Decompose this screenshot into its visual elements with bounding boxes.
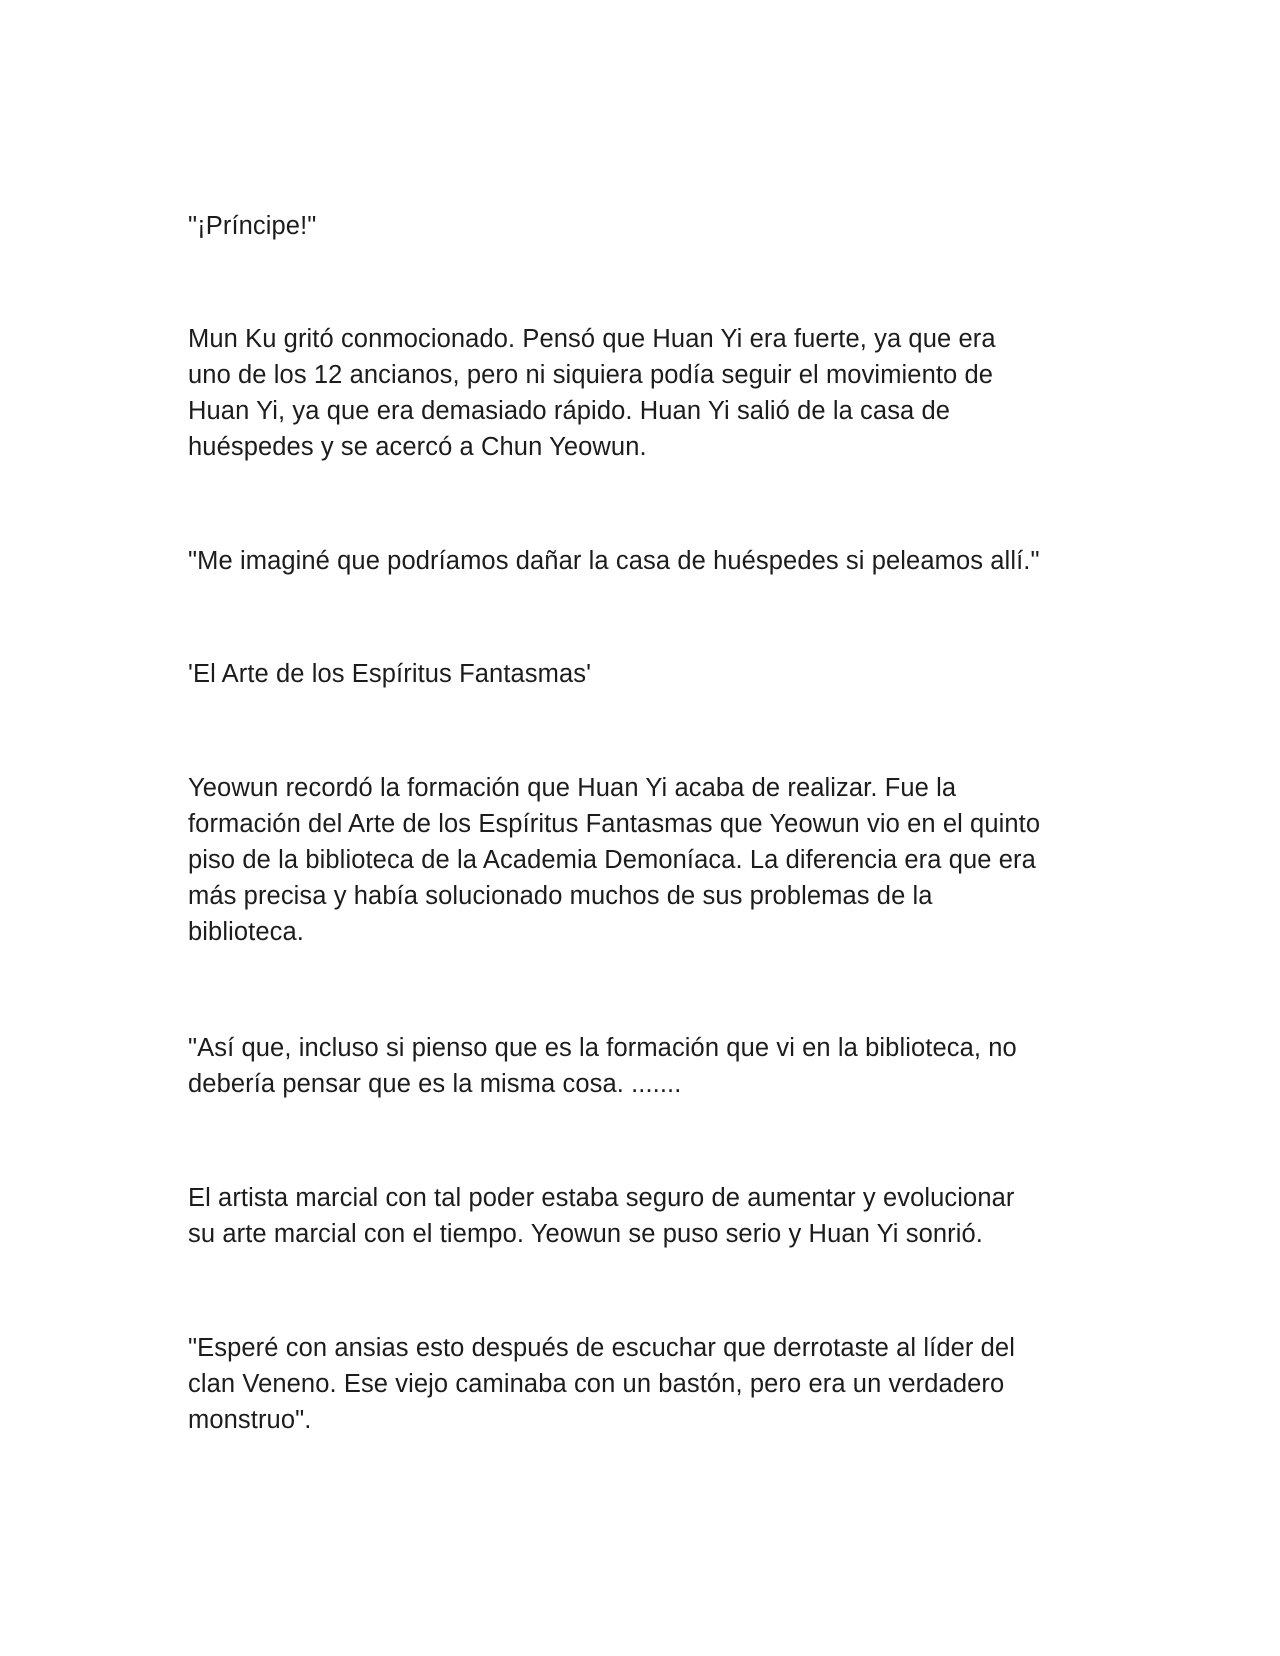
text-line: formación del Arte de los Espíritus Fantasmas que Yeowun vio en el quinto <box>188 810 1041 838</box>
text-line: más precisa y había solucionado muchos de sus problemas de la <box>188 882 933 910</box>
paragraph-dialogue-principe <box>188 208 1108 244</box>
text-line: biblioteca. <box>188 918 304 946</box>
paragraph-yeowun-recordo <box>188 770 1108 950</box>
text-line: "¡Príncipe!" <box>188 212 317 240</box>
paragraph-dialogue-formacion <box>188 1030 1108 1102</box>
text-line: "Me imaginé que podríamos dañar la casa de huéspedes si peleamos allí." <box>188 547 1040 575</box>
text-line: monstruo". <box>188 1406 312 1434</box>
text-line: clan Veneno. Ese viejo caminaba con un bastón, pero era un verdadero <box>188 1370 1005 1398</box>
text-line: Huan Yi, ya que era demasiado rápido. Huan Yi salió de la casa de <box>188 397 951 425</box>
text-line: "Esperé con ansias esto después de escuchar que derrotaste al líder del <box>188 1334 1015 1362</box>
text-line: 'El Arte de los Espíritus Fantasmas' <box>188 660 592 688</box>
text-line: Yeowun recordó la formación que Huan Yi acaba de realizar. Fue la <box>188 774 957 802</box>
text-line: huéspedes y se acercó a Chun Yeowun. <box>188 433 647 461</box>
text-line: piso de la biblioteca de la Academia Demoníaca. La diferencia era que era <box>188 846 1036 874</box>
paragraph-dialogue-espere <box>188 1330 1108 1438</box>
text-line: debería pensar que es la misma cosa. ....... <box>188 1070 682 1098</box>
paragraph-mun-ku <box>188 321 1108 465</box>
text-line: su arte marcial con el tiempo. Yeowun se puso serio y Huan Yi sonrió. <box>188 1220 983 1248</box>
paragraph-dialogue-casa <box>188 543 1108 579</box>
paragraph-arte-espiritus <box>188 656 1108 692</box>
text-line: "Así que, incluso si pienso que es la formación que vi en la biblioteca, no <box>188 1034 1017 1062</box>
text-line: uno de los 12 ancianos, pero ni siquiera podía seguir el movimiento de <box>188 361 994 389</box>
text-line: Mun Ku gritó conmocionado. Pensó que Huan Yi era fuerte, ya que era <box>188 325 996 353</box>
paragraph-artista-marcial <box>188 1180 1108 1252</box>
text-line: El artista marcial con tal poder estaba seguro de aumentar y evolucionar <box>188 1184 1015 1212</box>
